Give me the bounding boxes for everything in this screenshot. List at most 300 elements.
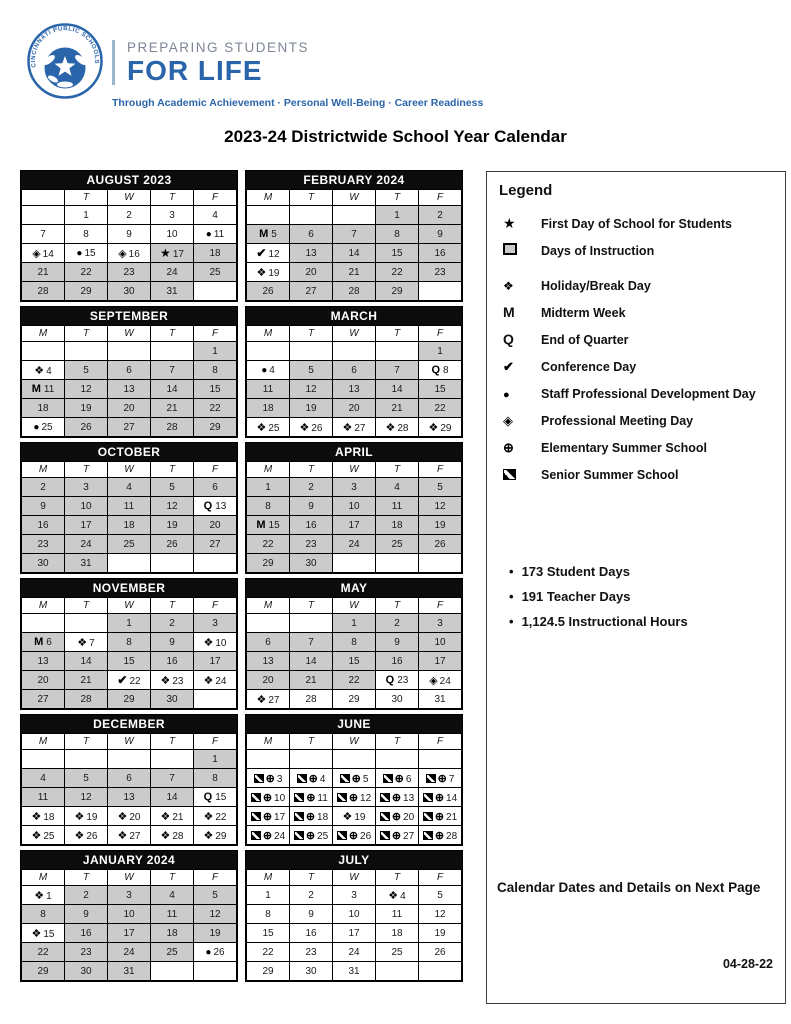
day-cell	[65, 690, 108, 709]
day-number: 20	[129, 811, 141, 823]
elementary-summer-school-icon: ⊕	[391, 791, 402, 804]
brand-line-1: PREPARING STUDENTS	[127, 40, 310, 55]
day-number: 23	[305, 946, 317, 958]
day-number: 4	[394, 481, 400, 493]
day-cell	[65, 361, 108, 380]
calendar-month-november	[20, 578, 238, 710]
calendar-month-september	[20, 306, 238, 438]
day-cell	[194, 380, 237, 399]
midterm-week-letter: M	[503, 304, 515, 320]
day-number: 16	[80, 927, 92, 939]
week-row	[22, 497, 237, 516]
weekday-header: W	[108, 598, 151, 614]
elementary-summer-school-icon: ⊕	[348, 791, 359, 804]
day-cell	[22, 769, 65, 788]
day-cell	[419, 516, 462, 535]
day-number: 11	[391, 908, 403, 920]
day-cell	[333, 399, 376, 418]
day-number: 17	[172, 249, 184, 260]
first-day-star-icon: ★	[160, 246, 171, 260]
empty-day-cell	[376, 750, 419, 769]
week-row	[22, 282, 237, 301]
day-number: 1	[394, 209, 400, 221]
week-row	[247, 614, 462, 633]
day-cell	[151, 380, 194, 399]
week-row	[247, 690, 462, 709]
day-number: 18	[317, 811, 329, 823]
day-cell	[376, 905, 419, 924]
elementary-summer-school-icon: ⊕	[305, 829, 316, 842]
day-cell	[22, 807, 65, 826]
day-number: 20	[37, 674, 49, 686]
day-number: 4	[126, 481, 132, 493]
elementary-summer-school-icon: ⊕	[434, 829, 445, 842]
senior-summer-school-icon	[380, 793, 390, 802]
day-cell	[194, 399, 237, 418]
day-cell	[151, 399, 194, 418]
holiday-break-icon: ❖	[77, 636, 88, 649]
day-number: 3	[212, 617, 218, 629]
day-cell	[333, 943, 376, 962]
weekday-header: T	[151, 598, 194, 614]
legend-item-professional-meeting-day	[499, 412, 773, 430]
senior-summer-school-icon	[383, 774, 393, 783]
day-number: 18	[43, 811, 55, 823]
day-cell	[65, 769, 108, 788]
day-number: 7	[40, 228, 46, 240]
weekday-header: T	[290, 870, 333, 886]
empty-day-cell	[22, 750, 65, 769]
professional-meeting-diamond-icon: ◈	[118, 247, 127, 260]
elementary-summer-school-icon: ⊕	[308, 772, 318, 785]
day-cell	[247, 943, 290, 962]
day-number: 19	[86, 811, 98, 823]
legend-label: Days of Instruction	[541, 244, 655, 258]
day-cell	[333, 652, 376, 671]
calendar-month-january-2024	[20, 850, 238, 982]
day-cell	[194, 535, 237, 554]
day-number: 24	[348, 946, 360, 958]
day-cell	[22, 826, 65, 845]
day-cell	[290, 671, 333, 690]
day-cell	[22, 399, 65, 418]
day-cell	[290, 282, 333, 301]
day-cell	[333, 516, 376, 535]
day-cell	[194, 342, 237, 361]
day-cell	[247, 924, 290, 943]
day-cell	[108, 924, 151, 943]
day-cell	[333, 418, 376, 437]
day-number: 25	[317, 830, 329, 842]
day-cell	[290, 244, 333, 263]
week-row	[22, 399, 237, 418]
weekday-header: M	[22, 462, 65, 478]
day-number: 22	[262, 538, 274, 550]
day-number: 24	[348, 538, 360, 550]
empty-day-cell	[194, 554, 237, 573]
calendar-month-june	[245, 714, 463, 846]
day-cell	[333, 282, 376, 301]
day-number: 25	[123, 538, 135, 550]
day-cell	[108, 418, 151, 437]
empty-day-cell	[419, 750, 462, 769]
week-row	[247, 652, 462, 671]
day-number: 4	[46, 365, 52, 377]
month-title: MAY	[246, 579, 462, 597]
day-number: 10	[80, 500, 92, 512]
day-cell	[151, 886, 194, 905]
day-cell	[419, 905, 462, 924]
day-cell	[247, 807, 290, 826]
day-number: 8	[265, 908, 271, 920]
brand-line-2: FOR LIFE	[127, 55, 263, 86]
legend-panel	[486, 171, 786, 1004]
holiday-break-icon: ❖	[203, 636, 214, 649]
month-grid	[21, 733, 237, 845]
empty-day-cell	[108, 750, 151, 769]
day-number: 26	[213, 946, 225, 958]
day-number: 10	[348, 908, 360, 920]
day-cell	[290, 263, 333, 282]
calendar-month-december	[20, 714, 238, 846]
day-cell	[108, 244, 151, 263]
day-number: 13	[37, 655, 49, 667]
week-row	[247, 905, 462, 924]
day-number: 21	[80, 674, 92, 686]
senior-summer-school-icon	[254, 774, 264, 783]
day-cell	[22, 633, 65, 652]
day-cell	[151, 244, 194, 263]
elementary-summer-school-icon: ⊕	[437, 772, 447, 785]
day-number: 3	[351, 481, 357, 493]
day-number: 9	[308, 908, 314, 920]
day-number: 13	[348, 383, 360, 395]
day-cell	[22, 788, 65, 807]
weekday-header: T	[290, 326, 333, 342]
conference-check-icon: ✔	[117, 673, 128, 687]
day-number: 13	[403, 792, 415, 804]
week-row	[22, 769, 237, 788]
week-row	[247, 962, 462, 981]
weekday-header: F	[419, 870, 462, 886]
elementary-summer-school-icon: ⊕	[351, 772, 361, 785]
day-cell	[419, 244, 462, 263]
day-cell	[108, 788, 151, 807]
week-row	[247, 244, 462, 263]
holiday-break-icon: ❖	[503, 279, 514, 293]
day-number: 1	[212, 753, 218, 765]
day-number: 27	[129, 830, 141, 842]
day-number: 13	[262, 655, 274, 667]
weekday-header: W	[333, 190, 376, 206]
day-number: 21	[172, 811, 184, 823]
legend-icon-cell	[499, 215, 541, 233]
day-cell	[247, 788, 290, 807]
legend-label: Staff Professional Development Day	[541, 387, 756, 401]
day-cell	[419, 380, 462, 399]
day-number: 27	[305, 285, 317, 297]
stats-list	[509, 564, 688, 639]
day-cell	[108, 380, 151, 399]
day-cell	[22, 886, 65, 905]
day-cell	[247, 399, 290, 418]
weekday-header: W	[108, 734, 151, 750]
day-cell	[151, 282, 194, 301]
day-cell	[108, 652, 151, 671]
day-cell	[108, 614, 151, 633]
day-number: 2	[308, 889, 314, 901]
holiday-break-icon: ❖	[31, 927, 42, 940]
day-number: 1	[437, 345, 443, 357]
day-cell	[290, 516, 333, 535]
day-number: 5	[169, 481, 175, 493]
day-number: 18	[391, 927, 403, 939]
day-number: 8	[394, 228, 400, 240]
weekday-header: F	[194, 190, 237, 206]
month-title: JUNE	[246, 715, 462, 733]
day-number: 1	[83, 209, 89, 221]
day-number: 12	[434, 908, 446, 920]
day-cell	[194, 750, 237, 769]
day-number: 2	[169, 617, 175, 629]
holiday-break-icon: ❖	[34, 364, 45, 377]
day-cell	[419, 399, 462, 418]
day-number: 7	[169, 364, 175, 376]
day-number: 9	[40, 500, 46, 512]
day-number: 10	[274, 792, 286, 804]
empty-day-cell	[419, 282, 462, 301]
holiday-break-icon: ❖	[256, 693, 267, 706]
day-cell	[22, 924, 65, 943]
day-cell	[151, 263, 194, 282]
elementary-summer-school-icon: ⊕	[503, 440, 514, 455]
day-cell	[333, 826, 376, 845]
elementary-summer-school-icon: ⊕	[391, 810, 402, 823]
weekday-header: T	[151, 870, 194, 886]
day-cell	[22, 361, 65, 380]
staff-pd-dot-icon: ●	[503, 389, 510, 401]
day-number: 2	[83, 889, 89, 901]
midterm-week-letter: M	[259, 228, 269, 240]
weekday-header: W	[108, 870, 151, 886]
day-number: 19	[166, 519, 178, 531]
week-row	[247, 478, 462, 497]
day-cell	[376, 418, 419, 437]
day-cell	[151, 924, 194, 943]
day-cell	[108, 206, 151, 225]
day-number: 11	[317, 792, 328, 804]
day-cell	[108, 535, 151, 554]
day-cell	[151, 535, 194, 554]
month-grid	[21, 597, 237, 709]
holiday-break-icon: ❖	[342, 810, 353, 823]
legend-item-days-of-instruction	[499, 242, 773, 260]
day-cell	[108, 263, 151, 282]
day-number: 27	[37, 693, 49, 705]
day-cell	[333, 690, 376, 709]
weekday-header: T	[151, 326, 194, 342]
legend-icon-cell	[499, 331, 541, 349]
empty-day-cell	[290, 614, 333, 633]
midterm-week-letter: M	[34, 636, 44, 648]
day-number: 5	[362, 773, 369, 785]
week-row	[22, 361, 237, 380]
day-number: 7	[308, 636, 314, 648]
weekday-header: M	[22, 734, 65, 750]
week-row	[22, 478, 237, 497]
day-cell	[376, 807, 419, 826]
day-number: 24	[166, 266, 178, 278]
month-grid	[246, 869, 462, 981]
day-number: 31	[123, 965, 135, 977]
week-row	[22, 418, 237, 437]
day-number: 18	[123, 519, 135, 531]
day-cell	[151, 418, 194, 437]
elementary-summer-school-icon: ⊕	[265, 772, 275, 785]
day-number: 23	[172, 675, 184, 687]
day-cell	[151, 826, 194, 845]
week-row	[247, 399, 462, 418]
day-number: 16	[128, 248, 140, 260]
day-number: 14	[166, 791, 178, 803]
day-cell	[194, 478, 237, 497]
holiday-break-icon: ❖	[428, 421, 439, 434]
day-number: 8	[265, 500, 271, 512]
calendar-month-may	[245, 578, 463, 710]
day-number: 29	[262, 965, 274, 977]
day-cell	[290, 962, 333, 981]
day-number: 17	[348, 927, 360, 939]
day-number: 10	[166, 228, 178, 240]
day-cell	[22, 497, 65, 516]
holiday-break-icon: ❖	[117, 810, 128, 823]
weekday-header: M	[247, 598, 290, 614]
day-number: 8	[351, 636, 357, 648]
day-cell	[419, 206, 462, 225]
day-cell	[290, 497, 333, 516]
day-cell	[108, 886, 151, 905]
stat-teacher-days	[509, 589, 688, 604]
day-cell	[247, 380, 290, 399]
month-title: SEPTEMBER	[21, 307, 237, 325]
month-grid	[21, 189, 237, 301]
day-number: 23	[397, 675, 409, 686]
empty-day-cell	[65, 614, 108, 633]
day-cell	[419, 671, 462, 690]
day-cell	[376, 943, 419, 962]
revision-date: 04-28-22	[722, 957, 773, 971]
day-cell	[108, 361, 151, 380]
day-cell	[151, 690, 194, 709]
day-number: 29	[440, 422, 452, 434]
weekday-header: F	[194, 734, 237, 750]
weekday-header: M	[22, 598, 65, 614]
day-number: 26	[434, 946, 446, 958]
day-cell	[151, 516, 194, 535]
day-number: 12	[80, 791, 92, 803]
day-cell	[108, 769, 151, 788]
legend-item-staff-professional-development-day	[499, 385, 773, 403]
empty-day-cell	[247, 206, 290, 225]
day-number: 15	[348, 655, 360, 667]
calendar-month-october	[20, 442, 238, 574]
day-number: 17	[348, 519, 360, 531]
day-number: 28	[37, 285, 49, 297]
day-number: 20	[123, 402, 135, 414]
day-cell	[290, 788, 333, 807]
day-cell	[376, 535, 419, 554]
day-number: 2	[394, 617, 400, 629]
day-cell	[151, 943, 194, 962]
legend-label: Senior Summer School	[541, 468, 679, 482]
day-cell	[108, 905, 151, 924]
day-number: 19	[268, 267, 280, 279]
day-cell	[419, 690, 462, 709]
day-cell	[247, 244, 290, 263]
weekday-header: F	[194, 870, 237, 886]
day-cell	[194, 225, 237, 244]
day-number: 11	[262, 383, 274, 395]
day-number: 16	[37, 519, 49, 531]
day-number: 19	[80, 402, 92, 414]
day-number: 3	[351, 889, 357, 901]
weekday-header: W	[333, 598, 376, 614]
day-number: 17	[434, 655, 446, 667]
day-number: 12	[209, 908, 221, 920]
day-number: 31	[80, 557, 92, 569]
elementary-summer-school-icon: ⊕	[262, 810, 273, 823]
week-row	[22, 614, 237, 633]
weekday-header: T	[65, 734, 108, 750]
day-cell	[333, 263, 376, 282]
day-cell	[247, 671, 290, 690]
holiday-break-icon: ❖	[385, 421, 396, 434]
day-cell	[194, 671, 237, 690]
day-number: 3	[83, 481, 89, 493]
weekday-header: M	[247, 734, 290, 750]
weekday-header: T	[290, 190, 333, 206]
day-cell	[194, 943, 237, 962]
legend-item-midterm-week	[499, 304, 773, 322]
holiday-break-icon: ❖	[256, 266, 267, 279]
day-cell	[151, 614, 194, 633]
day-number: 15	[43, 928, 55, 940]
day-number: 3	[276, 773, 283, 785]
week-row	[247, 886, 462, 905]
senior-summer-school-icon	[340, 774, 350, 783]
day-number: 16	[305, 927, 317, 939]
day-number: 30	[37, 557, 49, 569]
day-cell	[65, 554, 108, 573]
empty-day-cell	[65, 750, 108, 769]
cps-logo	[26, 22, 104, 100]
staff-pd-dot-icon: ●	[76, 247, 83, 259]
empty-day-cell	[376, 554, 419, 573]
day-number: 8	[443, 365, 449, 376]
senior-summer-school-icon	[423, 831, 433, 840]
day-number: 23	[37, 538, 49, 550]
day-cell	[376, 361, 419, 380]
day-number: 2	[126, 209, 132, 221]
day-cell	[333, 924, 376, 943]
day-number: 8	[126, 636, 132, 648]
day-number: 1	[265, 481, 271, 493]
day-number: 25	[209, 266, 221, 278]
day-number: 6	[405, 773, 412, 785]
legend-icon-cell	[499, 412, 541, 430]
day-number: 5	[437, 481, 443, 493]
month-title: OCTOBER	[21, 443, 237, 461]
